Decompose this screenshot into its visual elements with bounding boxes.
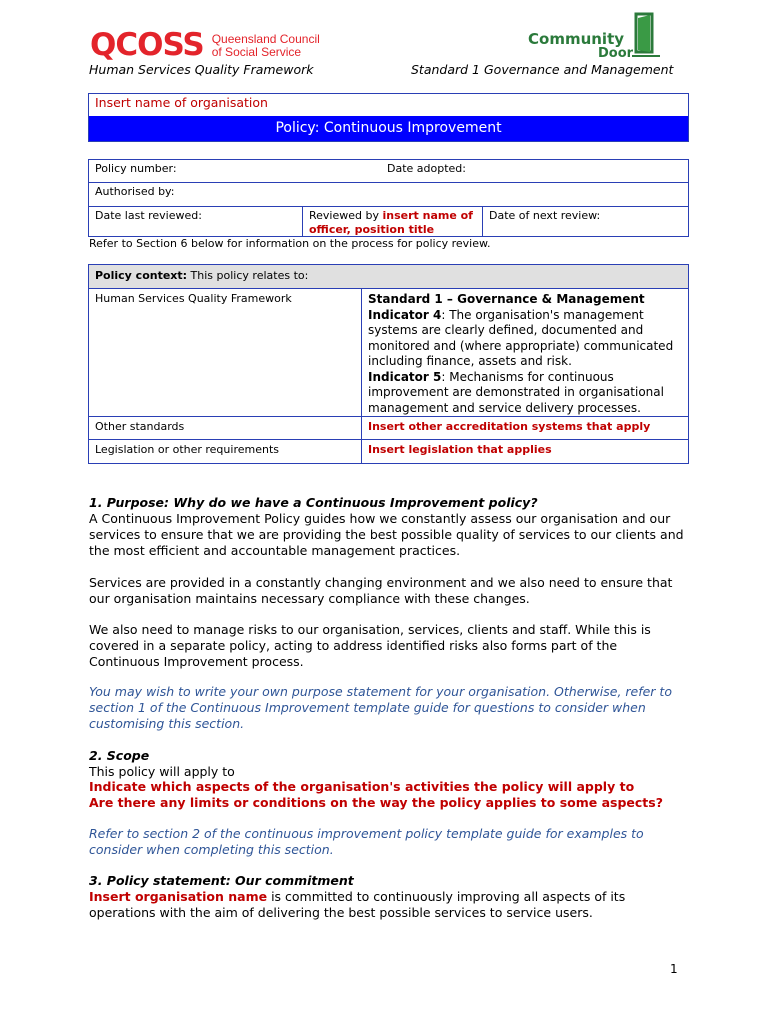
- reviewed-by-cell: Reviewed by insert name of officer, position title: [309, 209, 473, 236]
- legislation-label: Legislation or other requirements: [95, 443, 279, 456]
- date-adopted-label: Date adopted:: [387, 162, 466, 175]
- section-1-guide: You may wish to write your own purpose statement for your organisation. Otherwise, refer to section 1 of the Continuous Improvement template guide for questions to consider when customising this section.: [89, 684, 672, 731]
- legislation-insert: Insert legislation that applies: [368, 443, 552, 456]
- policy-title: Policy: Continuous Improvement: [89, 116, 688, 141]
- date-last-reviewed-label: Date last reviewed:: [95, 209, 202, 222]
- section-1-paragraph-2: Services are provided in a constantly changing environment and we also need to ensure that our organisation maintains necessary compliance with these changes.: [89, 575, 673, 606]
- title-block: [88, 93, 689, 142]
- context-heading: Policy context: This policy relates to:: [95, 269, 309, 282]
- section-3-paragraph: Insert organisation name is committed to continuously improving all aspects of its operations with the aim of delivering the best possible services to service users.: [89, 889, 626, 920]
- policy-context-table: [88, 264, 689, 464]
- section-2-instruction-2: Are there any limits or conditions on the way the policy applies to some aspects?: [89, 795, 663, 810]
- section-2-instruction-1: Indicate which aspects of the organisation's activities the policy will apply to: [89, 779, 635, 794]
- section-2-guide: Refer to section 2 of the continuous improvement policy template guide for examples to consider when completing this section.: [89, 826, 644, 857]
- qcoss-wordmark: QCOSS: [90, 27, 204, 63]
- standard-indicators: Standard 1 – Governance & Management Indicator 4: The organisation's management systems are clearly defined, documented and monitored and (where appropriate) communicated including finance, assets and risk. Indicator 5: Mechanisms for continuous improvement are demonstrated in organisational management and service delivery processes.: [368, 292, 674, 415]
- policy-info-table: [88, 159, 689, 237]
- other-standards-insert: Insert other accreditation systems that apply: [368, 420, 651, 433]
- page-number: 1: [670, 962, 678, 976]
- org-name-placeholder: Insert name of organisation: [95, 95, 268, 110]
- authorised-by-label: Authorised by:: [95, 185, 175, 198]
- other-standards-label: Other standards: [95, 420, 185, 433]
- door-icon: [632, 12, 660, 58]
- review-note: Refer to Section 6 below for information on the process for policy review.: [89, 237, 491, 250]
- qcoss-logo: [90, 27, 320, 63]
- community-door-logo: Community Door: [528, 12, 678, 64]
- header-left-caption: Human Services Quality Framework: [89, 62, 314, 77]
- policy-number-label: Policy number:: [95, 162, 177, 175]
- section-1-paragraph-1: A Continuous Improvement Policy guides how we constantly assess our organisation and our services to ensure that we are providing the best possible quality of services to our clients and the most efficient and accountable management practices.: [89, 511, 684, 558]
- section-2-heading: 2. Scope: [89, 748, 150, 763]
- qcoss-fullname: Queensland Council of Social Service: [211, 31, 320, 59]
- header-right-caption: Standard 1 Governance and Management: [411, 62, 674, 77]
- section-3-heading: 3. Policy statement: Our commitment: [89, 873, 354, 888]
- section-1-paragraph-3: We also need to manage risks to our organisation, services, clients and staff. While this is covered in a separate policy, acting to address identified risks also forms part of the Continuous Improvement process.: [89, 622, 651, 669]
- hsqf-label: Human Services Quality Framework: [95, 292, 292, 305]
- section-2-paragraph: This policy will apply to: [89, 764, 235, 779]
- section-1-heading: 1. Purpose: Why do we have a Continuous Improvement policy?: [89, 495, 538, 510]
- date-next-review-label: Date of next review:: [489, 209, 601, 222]
